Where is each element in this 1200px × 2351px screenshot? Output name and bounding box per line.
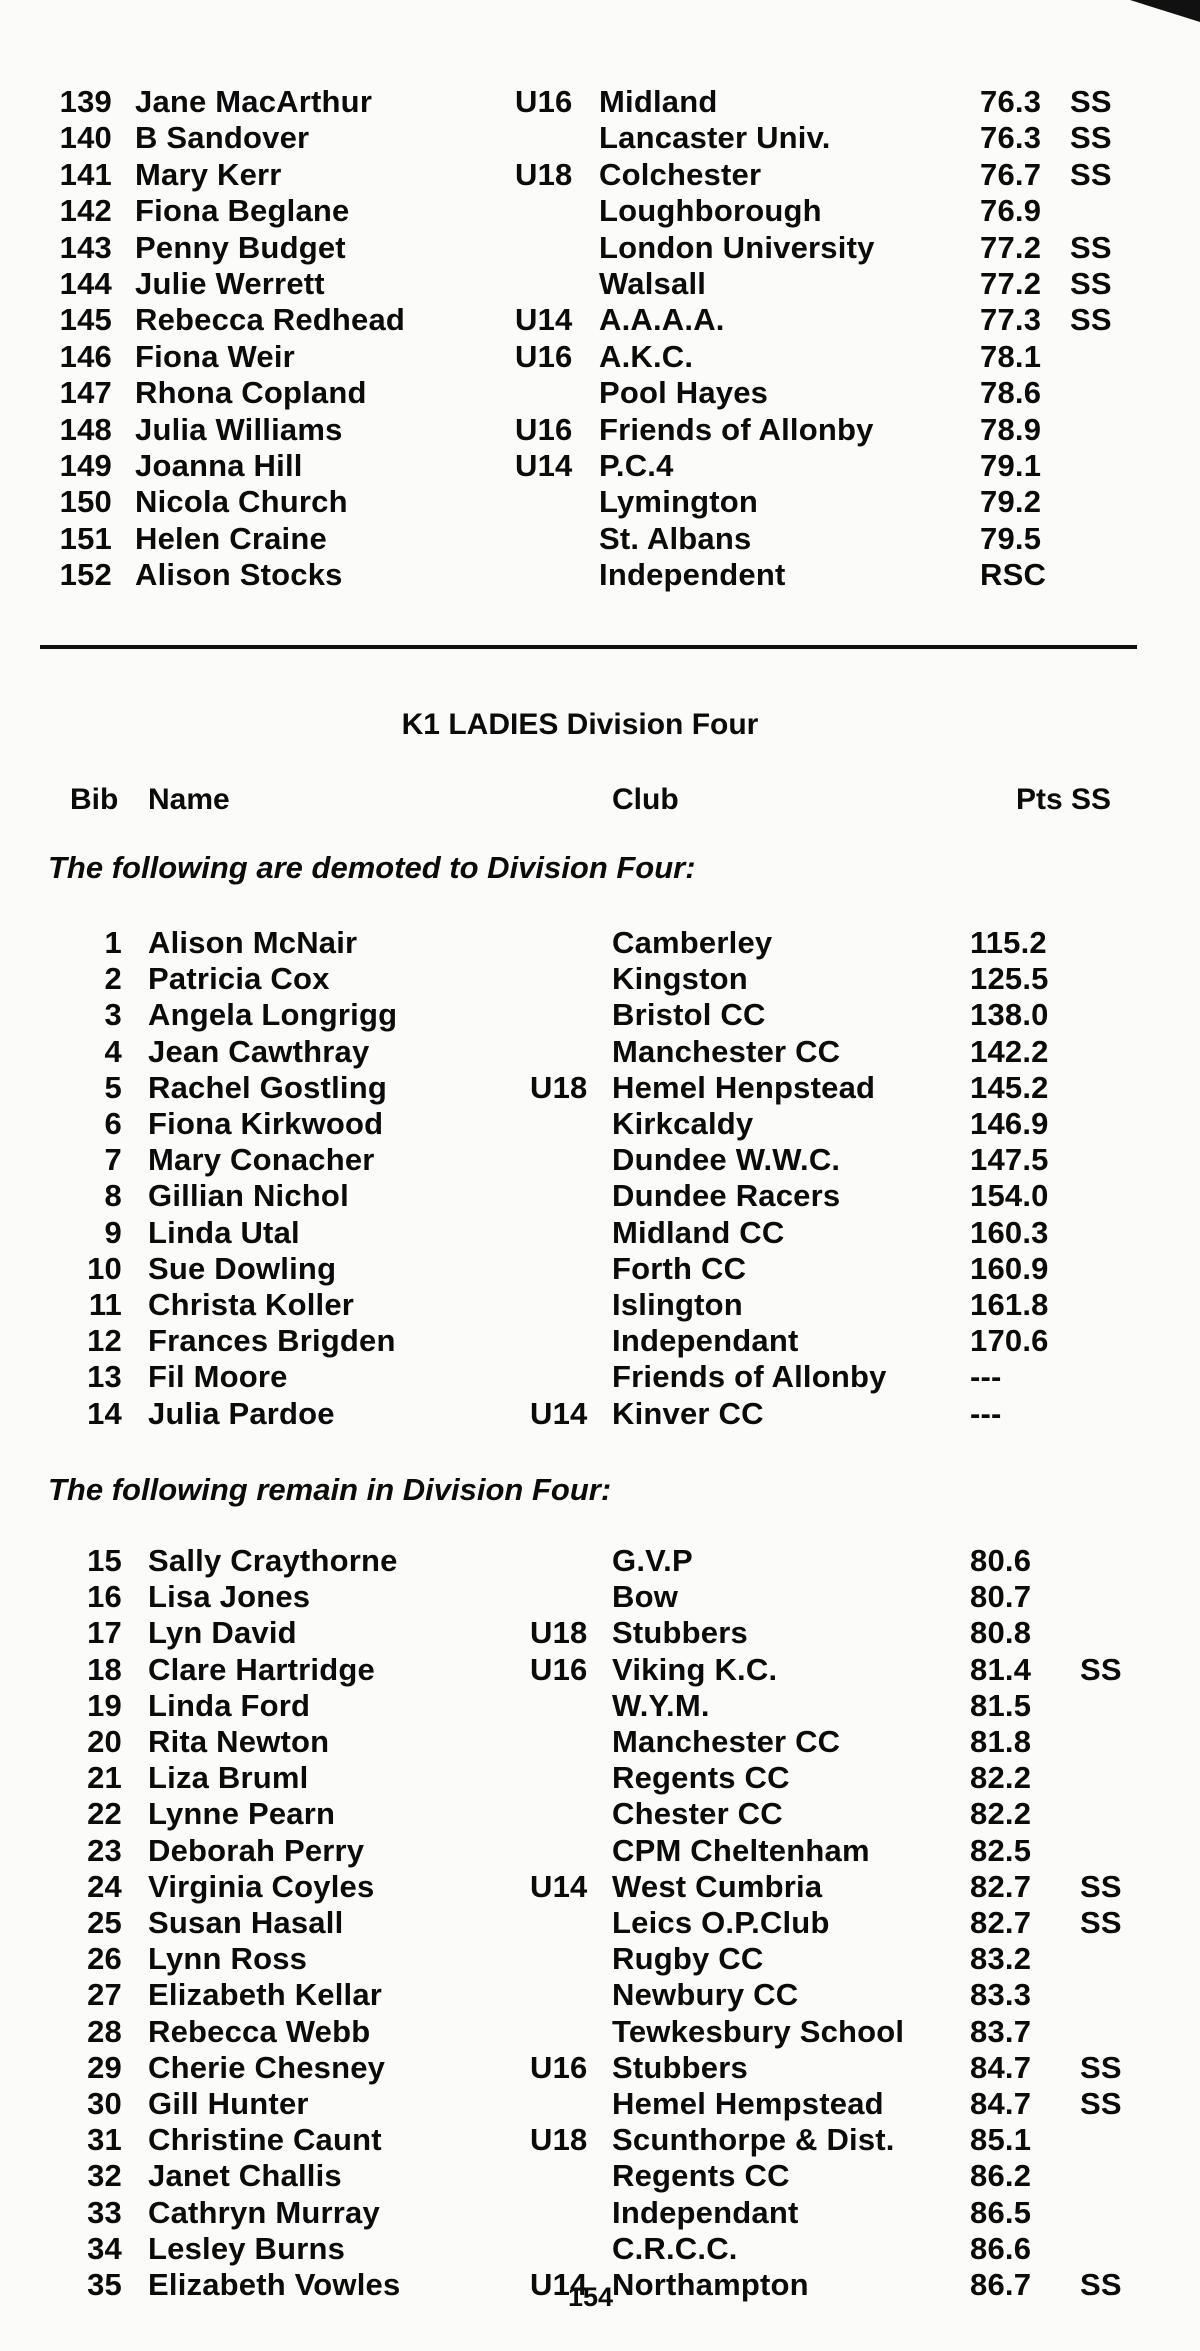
cell-club: Bow <box>612 1579 679 1615</box>
cell-pts: 138.0 <box>970 997 1049 1033</box>
table-row <box>0 1688 1200 1724</box>
cell-name: Elizabeth Kellar <box>148 1977 383 2013</box>
cell-ss: SS <box>1070 266 1112 301</box>
table-row <box>0 1034 1200 1070</box>
cell-name: Fiona Weir <box>135 338 295 374</box>
cell-name: Angela Longrigg <box>148 997 398 1033</box>
cell-pts: 81.4 <box>970 1651 1032 1687</box>
cell-bib: 18 <box>87 1651 122 1687</box>
cell-pts: 78.1 <box>980 338 1042 374</box>
cell-bib: 29 <box>87 2049 122 2085</box>
cell-club: Friends of Allonby <box>599 411 874 447</box>
cell-ss: SS <box>1070 229 1112 265</box>
cell-club: Hemel Henpstead <box>612 1069 876 1105</box>
cell-pts: 81.5 <box>970 1687 1032 1723</box>
cell-age: U16 <box>530 2049 588 2085</box>
table-row <box>0 1724 1200 1760</box>
table-row <box>0 302 1200 338</box>
cell-name: Sally Craythorne <box>148 1543 398 1578</box>
cell-pts: 82.2 <box>970 1760 1032 1796</box>
cell-ss: SS <box>1080 1868 1122 1904</box>
table-row <box>0 1178 1200 1214</box>
cell-club: Kingston <box>612 961 748 997</box>
cell-name: Frances Brigden <box>148 1323 396 1359</box>
cell-bib: 25 <box>87 1905 122 1940</box>
cell-bib: 31 <box>87 2122 122 2158</box>
cell-bib: 24 <box>87 1868 122 1904</box>
cell-club: Scunthorpe & Dist. <box>612 2122 895 2158</box>
cell-name: Julia Pardoe <box>148 1395 335 1431</box>
table-row <box>0 2231 1200 2267</box>
cell-pts: 83.2 <box>970 1941 1032 1977</box>
table-row <box>0 193 1200 229</box>
cell-pts: --- <box>970 1359 1002 1395</box>
cell-pts: 84.7 <box>970 2049 1032 2085</box>
cell-club: Forth CC <box>612 1250 747 1286</box>
cell-ss: SS <box>1080 2049 1122 2085</box>
cell-bib: 143 <box>59 229 112 265</box>
cell-bib: 22 <box>87 1796 122 1832</box>
cell-pts: 79.1 <box>980 448 1042 483</box>
cell-club: Manchester CC <box>612 1033 841 1069</box>
cell-name: Christine Caunt <box>148 2122 382 2158</box>
cell-name: Penny Budget <box>135 229 346 265</box>
cell-name: Mary Conacher <box>148 1142 375 1178</box>
cell-bib: 3 <box>104 997 122 1033</box>
cell-club: Midland CC <box>612 1214 785 1250</box>
cell-club: Stubbers <box>612 1615 748 1651</box>
cell-bib: 11 <box>88 1287 122 1322</box>
cell-bib: 152 <box>59 557 112 593</box>
cell-name: Fil Moore <box>148 1359 288 1395</box>
cell-name: Jane MacArthur <box>135 84 373 119</box>
cell-name: Gillian Nichol <box>148 1178 349 1214</box>
cell-club: Stubbers <box>612 2049 748 2085</box>
cell-club: Regents CC <box>612 2158 790 2194</box>
cell-age: U16 <box>515 338 573 374</box>
cell-pts: 80.7 <box>970 1579 1032 1615</box>
cell-club: Walsall <box>599 266 707 301</box>
table-row <box>0 1941 1200 1977</box>
cell-name: Cherie Chesney <box>148 2049 386 2085</box>
cell-age: U16 <box>515 84 573 119</box>
cell-club: Kirkcaldy <box>612 1106 754 1141</box>
table-row <box>0 1796 1200 1832</box>
cell-club: G.V.P <box>612 1543 693 1578</box>
cell-pts: 82.2 <box>970 1796 1032 1832</box>
cell-ss: SS <box>1080 2086 1122 2121</box>
table-row <box>0 925 1200 961</box>
cell-name: Alison Stocks <box>135 557 343 593</box>
table-row <box>0 997 1200 1033</box>
table-row <box>0 1359 1200 1395</box>
cell-club: Regents CC <box>612 1760 790 1796</box>
cell-pts: 145.2 <box>970 1069 1049 1105</box>
table-row <box>0 1323 1200 1359</box>
cell-pts: 160.9 <box>970 1250 1049 1286</box>
cell-pts: 77.3 <box>980 302 1042 338</box>
table-row <box>0 2014 1200 2050</box>
table-row <box>0 157 1200 193</box>
table-row <box>0 2086 1200 2122</box>
cell-pts: 86.7 <box>970 2267 1032 2302</box>
cell-age: U16 <box>530 1651 588 1687</box>
cell-pts: 80.8 <box>970 1615 1032 1651</box>
cell-club: Rugby CC <box>612 1941 764 1977</box>
cell-pts: --- <box>970 1395 1002 1431</box>
column-headers <box>0 782 1200 818</box>
cell-age: U14 <box>530 1395 588 1431</box>
cell-club: W.Y.M. <box>612 1687 710 1723</box>
table-row <box>0 1396 1200 1432</box>
cell-age: U18 <box>530 1069 588 1105</box>
cell-club: CPM Cheltenham <box>612 1832 870 1868</box>
table-row <box>0 1215 1200 1251</box>
cell-club: C.R.C.C. <box>612 2230 738 2266</box>
cell-pts: 160.3 <box>970 1214 1049 1250</box>
table-row <box>0 448 1200 484</box>
cell-bib: 7 <box>104 1142 122 1178</box>
cell-name: Mary Kerr <box>135 156 282 192</box>
cell-club: Dundee W.W.C. <box>612 1142 841 1178</box>
cell-age: U16 <box>515 411 573 447</box>
table-row <box>0 484 1200 520</box>
cell-name: Susan Hasall <box>148 1905 344 1940</box>
cell-bib: 142 <box>59 193 112 229</box>
table-row <box>0 2050 1200 2086</box>
cell-pts: 170.6 <box>970 1323 1049 1359</box>
cell-bib: 148 <box>59 411 112 447</box>
table-row <box>0 961 1200 997</box>
cell-name: B Sandover <box>135 120 310 156</box>
cell-club: Friends of Allonby <box>612 1359 887 1395</box>
cell-club: A.K.C. <box>599 338 694 374</box>
cell-name: Nicola Church <box>135 484 348 520</box>
table-row <box>0 2122 1200 2158</box>
table-row <box>0 1652 1200 1688</box>
cell-bib: 139 <box>59 84 112 119</box>
cell-club: Leics O.P.Club <box>612 1905 830 1940</box>
table-row <box>0 1070 1200 1106</box>
table-row <box>0 557 1200 593</box>
cell-bib: 144 <box>59 266 112 301</box>
cell-name: Linda Utal <box>148 1214 300 1250</box>
cell-club: Camberley <box>612 925 773 960</box>
cell-pts: 82.5 <box>970 1832 1032 1868</box>
cell-bib: 20 <box>87 1724 122 1759</box>
cell-pts: 83.7 <box>970 2013 1032 2049</box>
cell-club: Independant <box>612 1323 799 1359</box>
section-divider <box>40 645 1137 649</box>
table-row <box>0 120 1200 156</box>
cell-pts: 86.6 <box>970 2230 1032 2266</box>
table-row <box>0 521 1200 557</box>
cell-age: U18 <box>530 1615 588 1651</box>
cell-name: Liza Bruml <box>148 1760 309 1796</box>
cell-pts: 125.5 <box>970 961 1049 997</box>
cell-name: Clare Hartridge <box>148 1651 375 1687</box>
cell-club: A.A.A.A. <box>599 302 725 338</box>
cell-club: Independant <box>612 2194 799 2230</box>
column-header-club: Club <box>612 783 679 816</box>
cell-name: Julia Williams <box>135 411 343 447</box>
cell-name: Alison McNair <box>148 925 358 960</box>
cell-bib: 16 <box>87 1579 122 1615</box>
cell-club: Lancaster Univ. <box>599 120 831 156</box>
cell-name: Lesley Burns <box>148 2230 346 2266</box>
cell-ss: SS <box>1080 1905 1122 1940</box>
cell-club: London University <box>599 229 875 265</box>
cell-bib: 145 <box>59 302 112 338</box>
cell-club: Pool Hayes <box>599 375 769 411</box>
cell-name: Deborah Perry <box>148 1832 365 1868</box>
cell-bib: 9 <box>104 1214 122 1250</box>
cell-bib: 1 <box>104 925 122 960</box>
cell-ss: SS <box>1070 302 1112 338</box>
cell-name: Cathryn Murray <box>148 2194 380 2230</box>
cell-bib: 10 <box>87 1250 122 1286</box>
cell-pts: 115.2 <box>970 925 1047 960</box>
table-row <box>0 375 1200 411</box>
cell-name: Virginia Coyles <box>148 1868 375 1904</box>
cell-name: Patricia Cox <box>148 961 330 997</box>
cell-age: U18 <box>530 2122 588 2158</box>
cell-bib: 4 <box>104 1033 122 1069</box>
cell-bib: 26 <box>87 1941 122 1977</box>
table-row <box>0 1977 1200 2013</box>
cell-bib: 13 <box>87 1359 122 1395</box>
cell-pts: 77.2 <box>980 266 1042 301</box>
cell-pts: 78.9 <box>980 411 1042 447</box>
cell-bib: 27 <box>87 1977 122 2013</box>
table-row <box>0 1615 1200 1651</box>
cell-name: Lynn Ross <box>148 1941 308 1977</box>
cell-bib: 150 <box>59 484 112 520</box>
cell-club: Loughborough <box>599 193 822 229</box>
cell-pts: 78.6 <box>980 375 1042 411</box>
cell-club: Hemel Hempstead <box>612 2086 884 2121</box>
table-row <box>0 1579 1200 1615</box>
cell-bib: 2 <box>104 961 122 997</box>
cell-bib: 23 <box>87 1832 122 1868</box>
cell-club: West Cumbria <box>612 1868 823 1904</box>
cell-name: Fiona Beglane <box>135 193 350 229</box>
cell-bib: 15 <box>87 1543 122 1578</box>
cell-name: Helen Craine <box>135 520 327 556</box>
table-row <box>0 1760 1200 1796</box>
table-row <box>0 230 1200 266</box>
cell-pts: 154.0 <box>970 1178 1049 1214</box>
cell-bib: 141 <box>59 156 112 192</box>
cell-bib: 19 <box>87 1687 122 1723</box>
cell-pts: 76.3 <box>980 120 1042 156</box>
cell-pts: 147.5 <box>970 1142 1049 1178</box>
cell-pts: RSC <box>980 557 1047 593</box>
cell-bib: 35 <box>87 2267 122 2302</box>
cell-age: U14 <box>530 1868 588 1904</box>
cell-name: Elizabeth Vowles <box>148 2267 401 2302</box>
cell-bib: 5 <box>104 1069 122 1105</box>
cell-bib: 8 <box>104 1178 122 1214</box>
cell-pts: 76.9 <box>980 193 1042 229</box>
cell-name: Rachel Gostling <box>148 1069 387 1105</box>
cell-pts: 85.1 <box>970 2122 1032 2158</box>
table-row <box>0 266 1200 302</box>
table-row <box>0 1287 1200 1323</box>
cell-club: Independent <box>599 557 786 593</box>
cell-name: Sue Dowling <box>148 1250 337 1286</box>
cell-name: Linda Ford <box>148 1687 311 1723</box>
cell-club: Kinver CC <box>612 1395 764 1431</box>
table-row <box>0 2158 1200 2194</box>
cell-club: Manchester CC <box>612 1724 841 1759</box>
cell-age: U18 <box>515 156 573 192</box>
table-row <box>0 1543 1200 1579</box>
table-row <box>0 1905 1200 1941</box>
table-row <box>0 84 1200 120</box>
cell-name: Lisa Jones <box>148 1579 311 1615</box>
cell-pts: 83.3 <box>970 1977 1032 2013</box>
cell-bib: 14 <box>87 1395 122 1431</box>
cell-club: Colchester <box>599 156 762 192</box>
remain-note: The following remain in Division Four: <box>48 1472 612 1507</box>
column-header-bib: Bib <box>70 783 119 816</box>
cell-bib: 140 <box>59 120 112 156</box>
cell-club: Bristol CC <box>612 997 766 1033</box>
cell-bib: 21 <box>87 1760 122 1796</box>
cell-bib: 33 <box>87 2194 122 2230</box>
cell-club: Dundee Racers <box>612 1178 841 1214</box>
cell-bib: 6 <box>104 1106 122 1141</box>
cell-bib: 32 <box>87 2158 122 2194</box>
cell-pts: 81.8 <box>970 1724 1032 1759</box>
cell-ss: SS <box>1080 2267 1122 2302</box>
cell-club: St. Albans <box>599 520 752 556</box>
page-corner-mark <box>1130 0 1200 22</box>
cell-pts: 76.3 <box>980 84 1042 119</box>
cell-pts: 142.2 <box>970 1033 1049 1069</box>
cell-bib: 146 <box>59 338 112 374</box>
cell-pts: 161.8 <box>970 1287 1049 1322</box>
cell-bib: 34 <box>87 2230 122 2266</box>
cell-ss: SS <box>1070 120 1112 156</box>
cell-age: U14 <box>515 448 573 483</box>
cell-name: Julie Werrett <box>135 266 325 301</box>
cell-pts: 86.2 <box>970 2158 1032 2194</box>
division-heading: K1 LADIES Division Four <box>401 708 759 741</box>
cell-age: U14 <box>515 302 573 338</box>
table-row <box>0 412 1200 448</box>
cell-pts: 76.7 <box>980 156 1042 192</box>
cell-pts: 82.7 <box>970 1868 1032 1904</box>
cell-bib: 149 <box>59 448 112 483</box>
cell-club: Chester CC <box>612 1796 783 1832</box>
cell-name: Jean Cawthray <box>148 1033 370 1069</box>
demoted-note: The following are demoted to Division Four: <box>48 850 696 885</box>
cell-name: Joanna Hill <box>135 448 303 483</box>
cell-pts: 84.7 <box>970 2086 1032 2121</box>
cell-pts: 77.2 <box>980 229 1042 265</box>
cell-name: Rita Newton <box>148 1724 330 1759</box>
cell-bib: 151 <box>59 520 112 556</box>
cell-pts: 79.2 <box>980 484 1042 520</box>
table-row <box>0 1142 1200 1178</box>
table-row <box>0 1251 1200 1287</box>
cell-ss: SS <box>1070 156 1112 192</box>
cell-name: Fiona Kirkwood <box>148 1106 384 1141</box>
cell-club: Northampton <box>612 2267 809 2302</box>
cell-name: Rebecca Webb <box>148 2013 371 2049</box>
page-number: 154 <box>568 2282 614 2312</box>
cell-name: Christa Koller <box>148 1287 355 1322</box>
cell-ss: SS <box>1070 84 1112 119</box>
cell-name: Janet Challis <box>148 2158 342 2194</box>
cell-name: Lynne Pearn <box>148 1796 336 1832</box>
table-row <box>0 1833 1200 1869</box>
cell-pts: 79.5 <box>980 520 1042 556</box>
cell-ss: SS <box>1080 1651 1122 1687</box>
cell-name: Lyn David <box>148 1615 297 1651</box>
cell-pts: 86.5 <box>970 2194 1032 2230</box>
cell-bib: 147 <box>59 375 112 411</box>
cell-name: Rebecca Redhead <box>135 302 406 338</box>
cell-club: Islington <box>612 1287 743 1322</box>
cell-name: Gill Hunter <box>148 2086 309 2121</box>
cell-bib: 17 <box>87 1615 122 1651</box>
cell-pts: 80.6 <box>970 1543 1032 1578</box>
cell-club: Newbury CC <box>612 1977 799 2013</box>
cell-club: Viking K.C. <box>612 1651 778 1687</box>
cell-club: P.C.4 <box>599 448 674 483</box>
cell-pts: 146.9 <box>970 1106 1049 1141</box>
table-row <box>0 1106 1200 1142</box>
cell-name: Rhona Copland <box>135 375 367 411</box>
cell-club: Tewkesbury School <box>612 2013 905 2049</box>
cell-pts: 82.7 <box>970 1905 1032 1940</box>
cell-club: Lymington <box>599 484 759 520</box>
cell-club: Midland <box>599 84 718 119</box>
cell-age: U14 <box>530 2267 588 2302</box>
table-row <box>0 2195 1200 2231</box>
table-row <box>0 339 1200 375</box>
column-header-pts-ss: Pts SS <box>1016 783 1112 816</box>
cell-bib: 28 <box>87 2013 122 2049</box>
table-row <box>0 1869 1200 1905</box>
column-header-name: Name <box>148 783 230 816</box>
cell-bib: 30 <box>87 2086 122 2121</box>
cell-bib: 12 <box>87 1323 122 1359</box>
